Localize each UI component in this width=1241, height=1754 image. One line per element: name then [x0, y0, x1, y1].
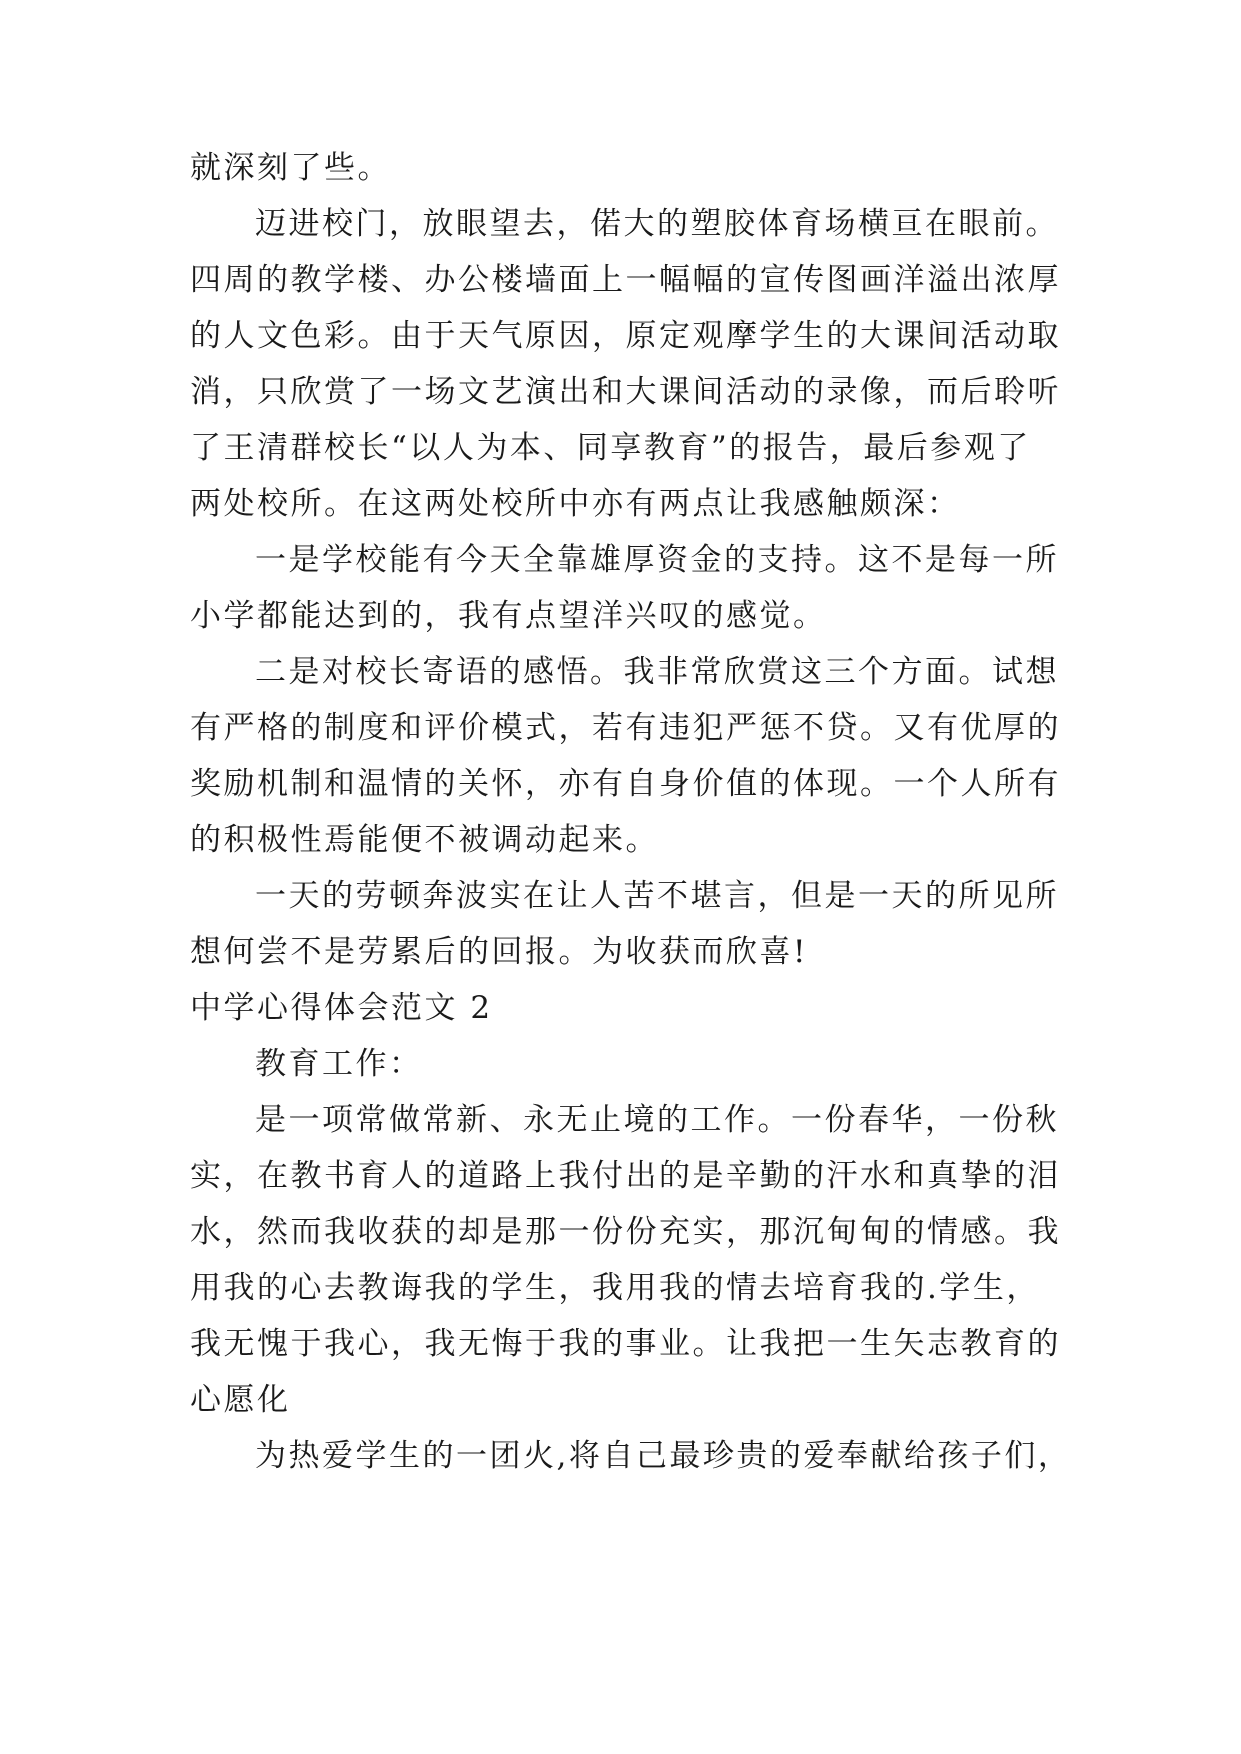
text-line: 教育工作： [255, 1046, 423, 1082]
text-line: 小学都能达到的，我有点望洋兴叹的感觉。 [190, 598, 827, 634]
text-line: 我无愧于我心，我无悔于我的事业。让我把一生矢志教育的 [190, 1326, 1061, 1362]
section-heading: 中学心得体会范文 2 [190, 990, 493, 1026]
text-line: 的人文色彩。由于天气原因，原定观摩学生的大课间活动取 [190, 318, 1061, 354]
text-line: 一天的劳顿奔波实在让人苦不堪言，但是一天的所见所 [255, 878, 1059, 914]
text-line: 一是学校能有今天全靠雄厚资金的支持。这不是每一所 [255, 542, 1059, 578]
text-line: 二是对校长寄语的感悟。我非常欣赏这三个方面。试想 [255, 654, 1059, 690]
text-line: 两处校所。在这两处校所中亦有两点让我感触颇深： [190, 486, 961, 522]
text-line: 水，然而我收获的却是那一份份充实，那沉甸甸的情感。我 [190, 1214, 1061, 1250]
text-line: 四周的教学楼、办公楼墙面上一幅幅的宣传图画洋溢出浓厚 [190, 262, 1061, 298]
text-line: 了王清群校长“以人为本、同享教育”的报告，最后参观了 [190, 430, 1031, 466]
text-line: 想何尝不是劳累后的回报。为收获而欣喜! [190, 934, 808, 970]
text-line: 为热爱学生的一团火,将自己最珍贵的爱奉献给孩子们， [255, 1438, 1072, 1474]
text-line: 迈进校门，放眼望去，偌大的塑胶体育场横亘在眼前。 [255, 206, 1059, 242]
text-line: 有严格的制度和评价模式，若有违犯严惩不贷。又有优厚的 [190, 710, 1061, 746]
text-line: 就深刻了些。 [190, 150, 391, 186]
text-line: 用我的心去教诲我的学生，我用我的情去培育我的.学生， [190, 1270, 1040, 1306]
text-line: 消，只欣赏了一场文艺演出和大课间活动的录像，而后聆听 [190, 374, 1061, 410]
text-line: 奖励机制和温情的关怀，亦有自身价值的体现。一个人所有 [190, 766, 1061, 802]
text-line: 的积极性焉能便不被调动起来。 [190, 822, 659, 858]
text-line: 是一项常做常新、永无止境的工作。一份春华，一份秋 [255, 1102, 1059, 1138]
text-line: 心愿化 [190, 1382, 291, 1418]
text-line: 实，在教书育人的道路上我付出的是辛勤的汗水和真挚的泪 [190, 1158, 1061, 1194]
